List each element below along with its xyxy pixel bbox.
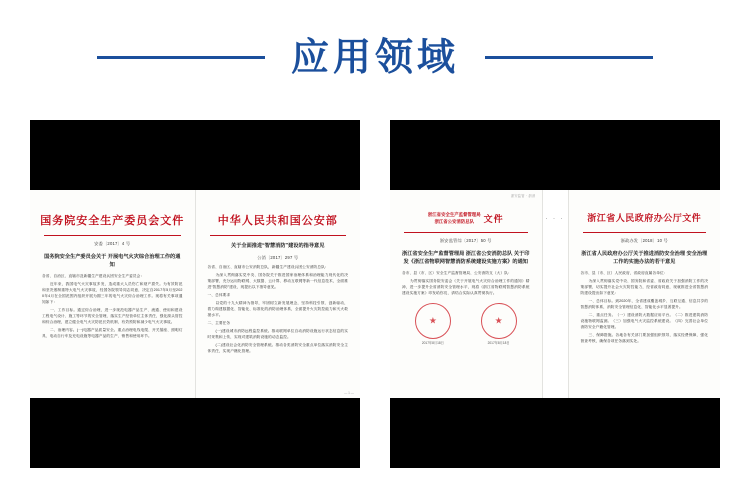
page-title: 应用领域 — [290, 35, 459, 79]
doc-stamp-caption: 2017年8月18日 — [487, 341, 510, 346]
doc-paragraph: 一、工作目标。通过综合治理，进一步规范电器产品生产、流通、使用和建设工程电气设计、施工等环节的安全管理，落实生产经营单位主体责任，强化源头管控和综合治理，建立健全电气火灾防范长效机制，有效预防和减少电气火灾事故。 — [42, 308, 183, 325]
doc-paragraph: 各省、自治区、直辖市公安消防总队，新疆生产建设兵团公安消防总队： — [207, 265, 329, 270]
doc-code: 安委〔2017〕4 号 — [94, 241, 131, 247]
doc-paragraph: 近年来，我国电气火灾事故多发，造成重大人员伤亡和财产损失。为有效防范和坚决遏制重特大电气火灾事故，经国务院领导同志同意，决定自2017年5月至2020年4月在全国范围内组织开展为期三年的电气火灾综合治理工作。现将有关事项通知如下： — [42, 282, 183, 305]
header-rule-left — [97, 56, 265, 59]
doc-stamp-row — [400, 303, 532, 345]
doc-paragraph: 为深入贯彻落实党中央、国务院关于推进国家治理体系和治理能力现代化的决策部署，充分运用物联网、大数据、云计算、移动互联网等新一代信息技术，全面推进“智慧消防”建设，现提出以下指导意见。 — [207, 273, 348, 290]
document-gallery — [30, 120, 720, 468]
doc-title: 国务院安全生产委员会文件 — [40, 214, 185, 227]
doc-title: 浙江省人民政府办公厅文件 — [587, 214, 702, 224]
doc-title-block — [400, 212, 532, 225]
doc-state-council-safety-committee[interactable] — [30, 190, 195, 398]
doc-stamp-item — [415, 303, 451, 345]
doc-body — [581, 271, 709, 345]
doc-paragraph: 各市、县（市、区）人民政府，省政府直属各单位： — [580, 271, 668, 276]
doc-page-number: — 1 — — [344, 391, 354, 395]
official-seal-icon — [415, 303, 451, 339]
doc-subtitle: 浙江省安全生产监督管理局 浙江省公安消防总队 关于印发《浙江省物联网智慧消防系统建设实施方案》的通知 — [402, 251, 530, 266]
doc-body — [402, 271, 530, 297]
document-card-right[interactable] — [390, 120, 720, 468]
official-seal-icon — [481, 303, 517, 339]
doc-title: 中华人民共和国公安部 — [217, 214, 338, 227]
doc-zhejiang-government-office[interactable] — [568, 190, 721, 398]
doc-gutter-dots: · · · — [545, 216, 565, 222]
doc-spread-gutter — [542, 190, 568, 398]
doc-section-heading: 二、主要任务 — [207, 321, 231, 326]
doc-paragraph: 各省、自治区、直辖市及新疆生产建设兵团安全生产委员会： — [42, 274, 145, 279]
doc-corner-mark: 浙安监管 · 浙消 — [510, 194, 536, 198]
doc-paragraph: 三、保障措施。各地各有关部门要加强组织领导，落实经费保障，强化督查考核，确保各项任务落到实处。 — [580, 333, 708, 344]
doc-paragraph: (二)建设社会化消防安全管理系统。推动各类消防安全重点单位落实消防安全主体责任，实现户籍化管理。 — [207, 343, 348, 354]
doc-body — [208, 265, 349, 355]
doc-title-suffix: 文件 — [483, 214, 504, 225]
doc-section-heading: 一、总体要求 — [207, 293, 231, 298]
doc-code: 浙政办发〔2018〕10 号 — [620, 238, 668, 244]
doc-ministry-public-security[interactable] — [195, 190, 361, 398]
doc-title-rule — [583, 232, 707, 233]
doc-paragraph: 二、重点任务。（一）建设消防大数据应用平台。（二）推进建筑消防设施物联网监测。（三）加强电气火灾监控系统建设。（四）完善社会单位消防安全户籍化管理。 — [580, 313, 708, 330]
document-card-left[interactable] — [30, 120, 360, 468]
doc-org-line: 浙江省安全生产监督管理局 — [427, 212, 481, 217]
doc-subtitle: 国务院安全生产委员会关于 开展电气火灾综合治理工作的通知 — [44, 254, 181, 269]
doc-title-rule — [210, 235, 347, 237]
doc-title-rule — [44, 235, 181, 237]
doc-body — [42, 274, 183, 340]
doc-paragraph: (一)建设城市消防远程监控系统。推动联网单位自动消防设施运行状态信息的实时采集和上传，实现对建筑消防设施的动态监控。 — [207, 329, 348, 340]
doc-zhejiang-joint-notice[interactable] — [390, 190, 542, 398]
doc-subtitle: 浙江省人民政府办公厅关于推进消防安全治理 安全治理工作的实施办法的若干意见 — [581, 251, 708, 266]
doc-paragraph: 各市、县（市、区）安全生产监督管理局、公安消防支（大）队： — [402, 271, 512, 276]
doc-paragraph: 以党的十九大精神为指导，牢固树立新发展理念，坚持科技引领、创新驱动，着力构建数据化、智能化、标准化的消防治理体系，全面提升火灾防控能力和灭火救援水平。 — [207, 301, 348, 318]
doc-paragraph: 二、治理内容。(一)电器产品质量安全。重点治理电线电缆、开关插座、照明灯具、电动自行车及充电设施等电器产品的生产、销售和使用环节。 — [42, 328, 183, 339]
document-spread-left — [30, 190, 360, 398]
doc-paragraph: 为贯彻落实国务院安委会《关于开展电气火灾综合治理工作的通知》精神，进一步提升全省消防安全管理水平，现将《浙江省物联网智慧消防系统建设实施方案》印发给你们，请结合实际认真贯彻执行。 — [402, 279, 530, 296]
doc-code: 浙安监管综〔2017〕50 号 — [439, 238, 492, 244]
doc-stamp-item — [481, 303, 517, 345]
doc-title-rule — [404, 232, 528, 233]
doc-org-line: 浙江省公安消防总队 — [434, 218, 474, 224]
doc-paragraph: 为深入贯彻落实党中央、国务院和省委、省政府关于加强消防工作的决策部署，切实提升社会火灾防控能力，经省政府同意，现就推进全省智慧消防建设提出如下意见： — [580, 279, 708, 296]
doc-code: 公消〔2017〕297 号 — [257, 255, 299, 261]
document-spread-right — [390, 190, 720, 398]
doc-subtitle: 关于全面推进“智慧消防”建设的指导意见 — [231, 243, 325, 250]
page-header — [0, 26, 750, 88]
doc-stamp-caption: 2017年8月18日 — [421, 341, 444, 346]
header-rule-right — [485, 56, 653, 59]
doc-paragraph: 一、总体目标。到2020年，全省建成覆盖城乡、互联互通、信息共享的智慧消防体系，消防安全管理信息化、智能化水平显著提升。 — [580, 299, 708, 310]
